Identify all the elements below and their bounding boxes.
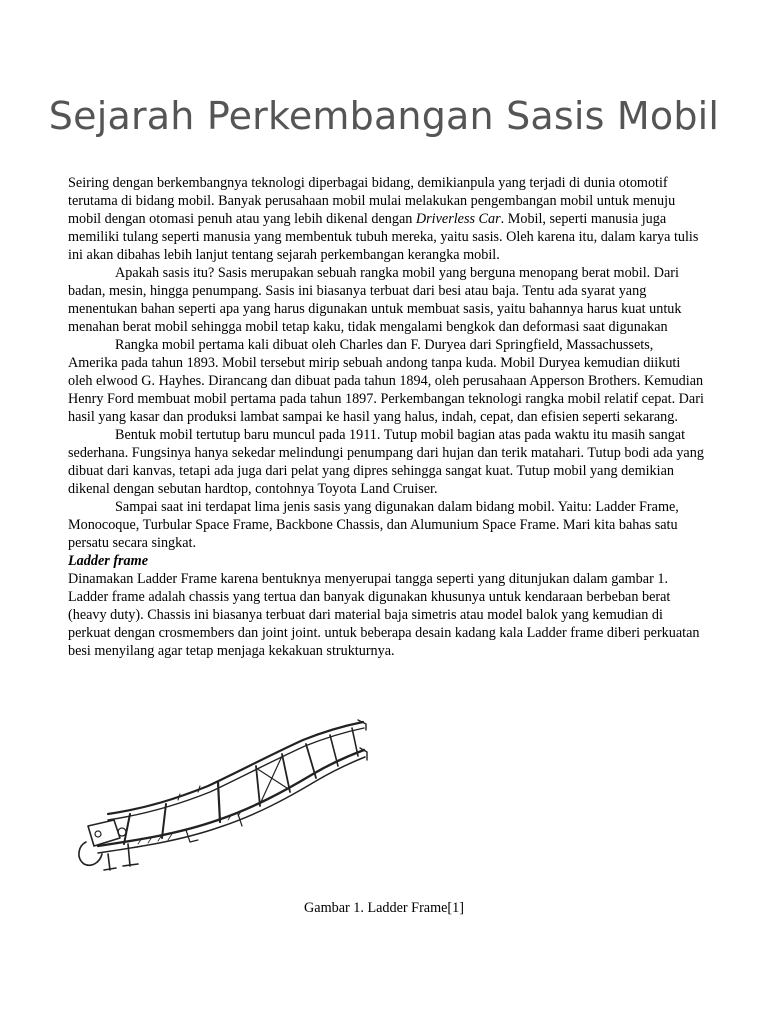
ladder-frame-chassis-illustration	[68, 716, 368, 876]
document-body	[68, 174, 704, 660]
section-heading-ladder-frame: Ladder frame	[68, 553, 148, 569]
paragraph-closed-body: Bentuk mobil tertutup baru muncul pada 1911. Tutup mobil bagian atas pada waktu itu masih sangat sederhana. Fungsinya hanya sekedar melindungi penumpang dari hujan dan terik matahari. Tutup bodi ada yang dibuat dari kanvas, tetapi ada juga dari pelat yang dipres sehingga sangat kuat. Tutup mobil yang demikian dikenal dengan sebutan hardtop, contohnya Toyota Land Cruiser.	[68, 427, 704, 497]
paragraph-ladder-frame: Dinamakan Ladder Frame karena bentuknya menyerupai tangga seperti yang ditunjukan dalam gambar 1. Ladder frame adalah chassis yang tertua dan banyak digunakan khusunya untuk kendaraan berbeban berat (heavy duty). Chassis ini biasanya terbuat dari material baja simetris atau model balok yang kemudian di perkuat dengan crosmembers dan joint joint. untuk beberapa desain kadang kala Ladder frame diberi perkuatan besi menyilang agar tetap menjaga kekakuan strukturnya.	[68, 571, 700, 659]
page-title: Sejarah Perkembangan Sasis Mobil	[48, 94, 720, 138]
paragraph-history: Rangka mobil pertama kali dibuat oleh Charles dan F. Duryea dari Springfield, Massachussets, Amerika pada tahun 1893. Mobil tersebut mirip sebuah andong tanpa kuda. Mobil Duryea kemudian diikuti oleh elwood G. Hayhes. Dirancang dan dibuat pada tahun 1894, oleh perusahaan Apperson Brothers. Kemudian Henry Ford membuat mobil pertama pada tahun 1897. Perkembangan teknologi rangka mobil relatif cepat. Dari hasil yang kasar dan produksi lambat sampai ke hasil yang halus, indah, cepat, dan efisien seperti sekarang.	[68, 337, 704, 425]
paragraph-definition: Apakah sasis itu? Sasis merupakan sebuah rangka mobil yang berguna menopang berat mobil. Dari badan, mesin, hingga penumpang. Sasis ini biasanya terbuat dari besi atau baja. Tentu ada syarat yang menentukan bahan seperti apa yang harus digunakan untuk membuat sasis, yaitu bahannya harus kuat untuk menahan berat mobil sehingga mobil tetap kaku, tidak mengalami bengkok dan deformasi saat digunakan	[68, 265, 682, 335]
paragraph-intro: Seiring dengan berkembangnya teknologi diperbagai bidang, demikianpula yang terjadi di dunia otomotif terutama di bidang mobil. Banyak perusahaan mobil mulai melakukan pengembangan mobil untuk menuju mobil dengan otomasi penuh atau yang lebih dikenal dengan Driverless Car. Mobil, seperti manusia juga memiliki tulang seperti manusia yang membentuk tubuh mereka, yaitu sasis. Oleh karena itu, dalam karya tulis ini akan dibahas lebih lanjut tentang sejarah perkembangan kerangka mobil.	[68, 175, 699, 263]
emphasis-driverless-car: Driverless Car	[415, 211, 501, 227]
paragraph-chassis-types: Sampai saat ini terdapat lima jenis sasis yang digunakan dalam bidang mobil. Yaitu: Ladder Frame, Monocoque, Turbular Space Frame, Backbone Chassis, dan Alumunium Space Frame. Mari kita bahas satu persatu secara singkat.	[68, 499, 679, 551]
figure-caption: Gambar 1. Ladder Frame[1]	[304, 900, 464, 916]
